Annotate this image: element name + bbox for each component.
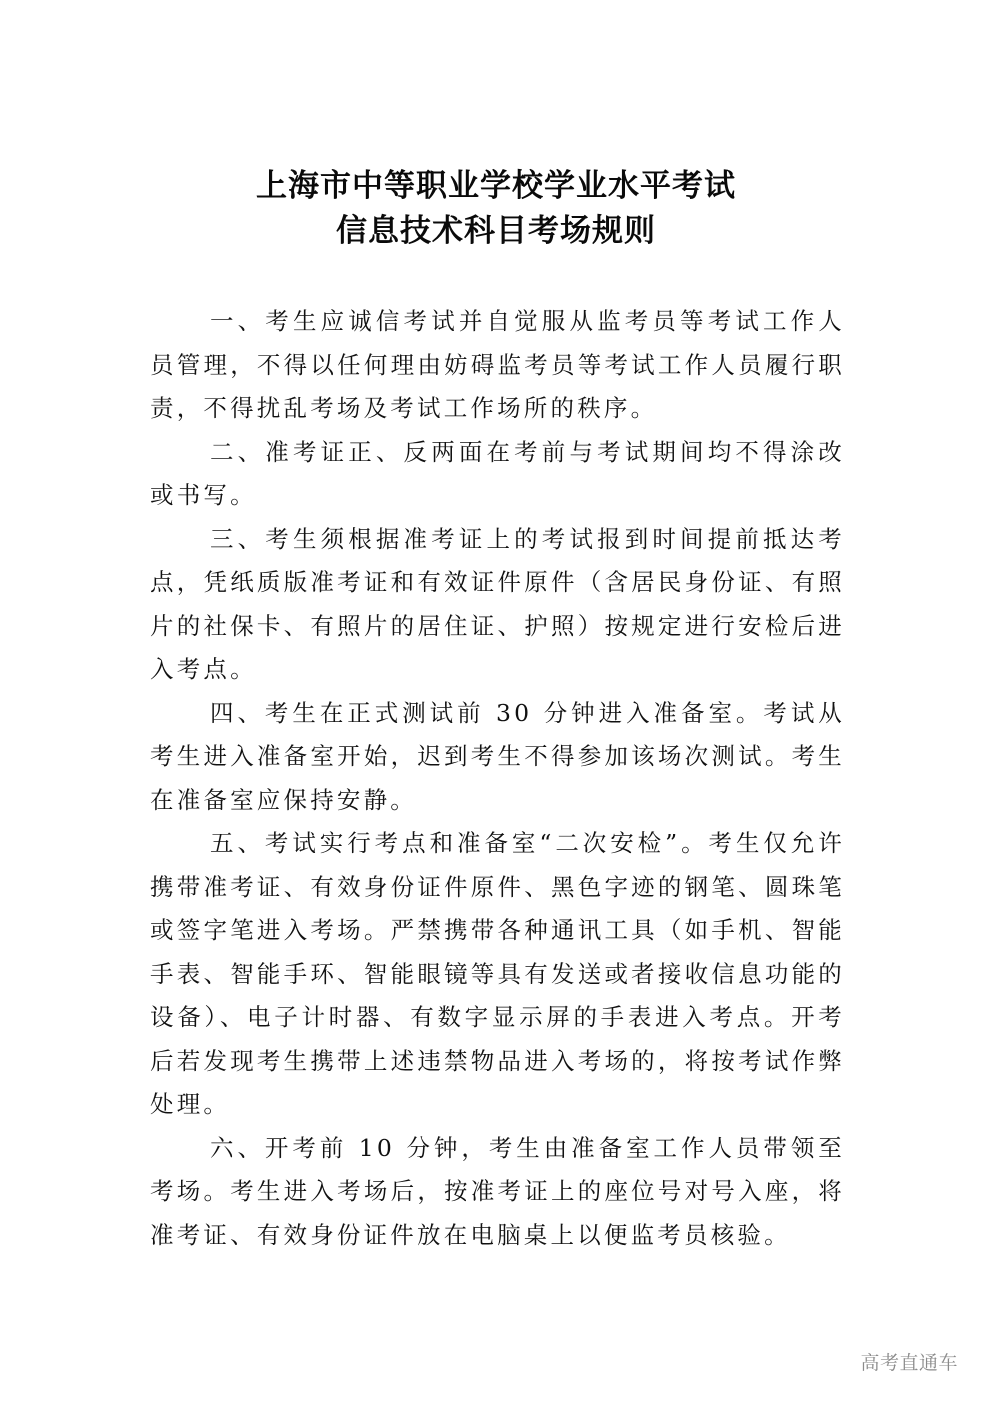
rule-paragraph-5: 五、考试实行考点和准备室“二次安检”。考生仅允许携带准考证、有效身份证件原件、黑色字迹的钢笔、圆珠笔或签字笔进入考场。严禁携带各种通讯工具（如手机、智能手表、智能手环、智能眼镜等具有发送或者接收信息功能的设备）、电子计时器、有数字显示屏的手表进入考点。开考后若发现考生携带上述违禁物品进入考场的，将按考试作弊处理。 — [150, 829, 845, 1118]
rule-paragraph-3: 三、考生须根据准考证上的考试报到时间提前抵达考点，凭纸质版准考证和有效证件原件（含居民身份证、有照片的社保卡、有照片的居住证、护照）按规定进行安检后进入考点。 — [150, 524, 845, 683]
title-line-2: 信息技术科目考场规则 — [336, 213, 656, 249]
rule-paragraph-4: 四、考生在正式测试前 30 分钟进入准备室。考试从考生进入准备室开始，迟到考生不得参加该场次测试。考生在准备室应保持安静。 — [150, 698, 845, 814]
title-line-1: 上海市中等职业学校学业水平考试 — [256, 168, 736, 204]
rule-paragraph-1: 一、考生应诚信考试并自觉服从监考员等考试工作人员管理，不得以任何理由妨碍监考员等考试工作人员履行职责，不得扰乱考场及考试工作场所的秩序。 — [150, 307, 845, 422]
rules-body — [150, 300, 845, 1257]
document-title — [0, 164, 992, 254]
rule-paragraph-6: 六、开考前 10 分钟，考生由准备室工作人员带领至考场。考生进入考场后，按准考证上的座位号对号入座，将准考证、有效身份证件放在电脑桌上以便监考员核验。 — [150, 1133, 845, 1249]
watermark-text: 高考直通车 — [860, 1352, 958, 1374]
rule-paragraph-2: 二、准考证正、反两面在考前与考试期间均不得涂改或书写。 — [150, 437, 845, 509]
